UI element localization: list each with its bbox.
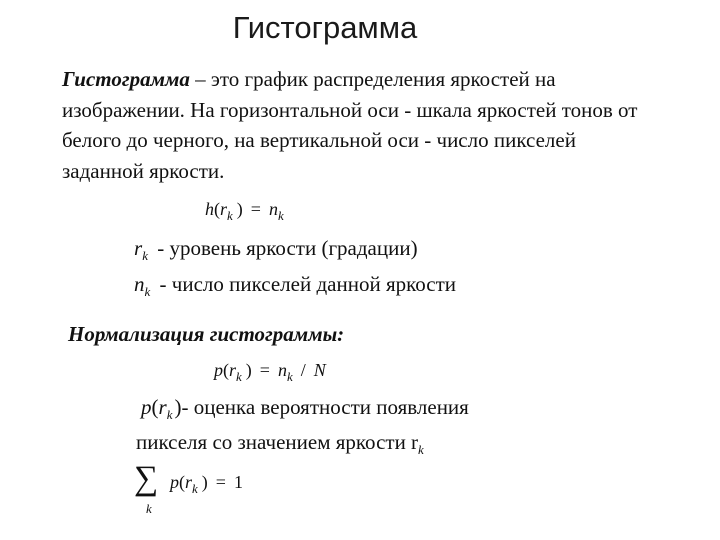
formula-eq: = [250,199,261,219]
desc-r: r [158,395,167,419]
desc-rparen: ) [174,395,182,419]
histogram-formula [205,199,284,223]
definition-rk [134,236,418,261]
normalization-formula [214,360,326,384]
page-title: Гистограмма [232,10,418,45]
definition-nk [134,272,456,297]
norm-formula-slash: / [300,360,306,380]
intro-paragraph [62,64,662,186]
formula-rparen: ) [236,199,243,219]
formula-n: n [268,199,278,219]
desc-line2-sub: k [418,442,424,457]
intro-text: – это график распределения яркостей на изображении. На горизонтальной оси - шкала яркостей тонов от белого до черного, на вертикальной оси - число пикселей заданной яркости. [62,67,638,183]
sum-eq: = [215,472,226,492]
desc-line2-text: пикселя со значением яркости r [136,430,419,454]
desc-r-sub: k [166,407,173,422]
sum-r-sub: k [192,481,198,496]
desc-p: p [141,395,152,419]
desc-line1-text: - оценка вероятности появления [181,395,469,419]
norm-formula-r: r [229,360,237,380]
sum-p: p [170,472,179,492]
sum-one: 1 [233,472,243,492]
sum-formula [170,472,243,496]
sum-lparen: ( [179,472,185,492]
formula-lparen: ( [214,199,220,219]
norm-formula-N: N [313,360,326,380]
definition-nk-text: - число пикселей данной яркости [154,272,456,296]
norm-formula-p: p [214,360,223,380]
intro-term: Гистограмма [62,67,190,91]
sigma-symbol: ∑ [134,460,159,497]
norm-formula-lparen: ( [223,360,229,380]
norm-formula-r-sub: k [236,369,242,384]
probability-description-line1 [141,395,469,420]
normalization-heading: Нормализация гистограммы: [68,322,345,346]
norm-formula-eq: = [259,360,270,380]
probability-description-line2 [136,430,424,455]
desc-lparen: ( [151,395,159,419]
formula-r: r [220,199,228,219]
formula-n-sub: k [277,208,284,223]
norm-formula-n-sub: k [286,369,293,384]
norm-formula-n: n [277,360,287,380]
definition-rk-sub: k [142,248,148,263]
formula-r-sub: k [227,208,233,223]
sum-r: r [185,472,193,492]
sum-rparen: ) [201,472,208,492]
definition-rk-text: - уровень яркости (градации) [151,236,418,260]
norm-formula-rparen: ) [245,360,252,380]
sigma-index: k [146,501,152,516]
definition-nk-sub: k [144,284,151,299]
formula-h: h [205,199,214,219]
definition-rk-symbol: r [134,236,143,260]
definition-nk-symbol: n [134,272,145,296]
